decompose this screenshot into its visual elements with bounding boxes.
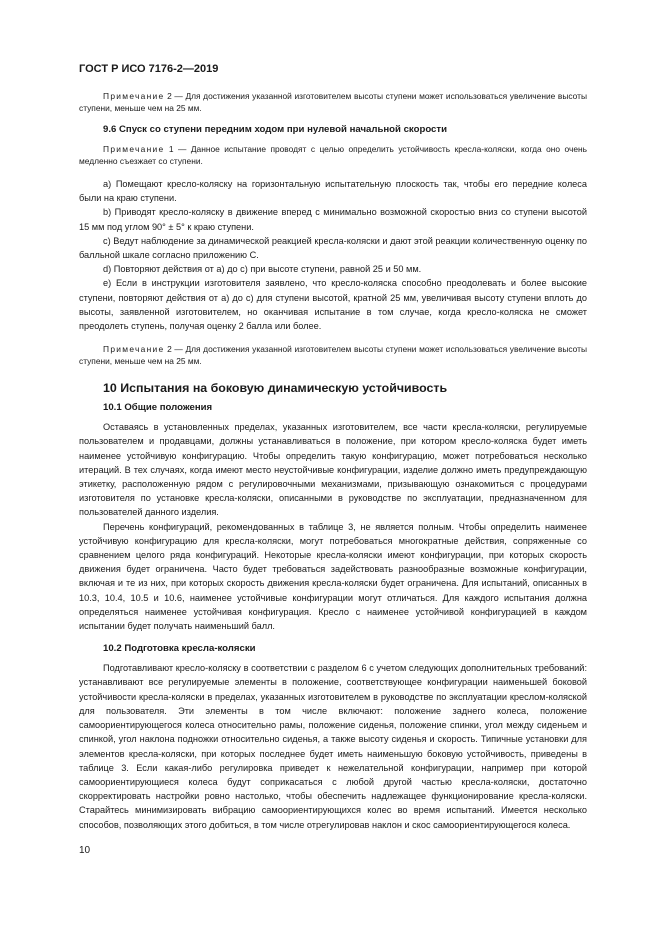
list-item-e: e) Если в инструкции изготовителя заявлено, что кресло-коляска способно преодолевать и более высокие ступени, повторяют действия от a) до c) для ступени высотой, кратной 25 мм, увеличивая высоту ступени вплоть до высоты, заявленной изготовителем, но оканчивая испытание в том случае, когда кресло-коляска не сможет преодолеть ступень, получая оценку 2 балла или более. [79,278,587,332]
list-item-c: c) Ведут наблюдение за динамической реакцией кресла-коляски и дают этой реакции количественную оценку по балльной шкале согласно приложению С. [79,235,587,261]
document-header: ГОСТ Р ИСО 7176-2—2019 [79,63,219,75]
note-label: Примечание [103,344,165,355]
page-number: 10 [79,845,91,856]
note-label: Примечание [103,91,165,101]
section-9-6-title: 9.6 Спуск со ступени передним ходом при нулевой начальной скорости [103,124,447,135]
paragraph: Оставаясь в установленных пределах, указанных изготовителем, все части кресла-коляски, регулируемые пользователем и продавцами, должны устанавливаться в положение, при котором кресло-коляска будет иметь наименее устойчивую конфигурацию. Чтобы определить такую конфигурацию, может потребоваться несколько итераций. В тех случаях, когда имеют место неустойчивые конфигурации, изделие должно иметь предупреждающую этикетку, расположенную рядом с регулировочными механизмами, призывающую ознакомиться с процедурами изготовителя по установке кресла-коляски, описанными в руководстве по эксплуатации, предназначенном для пользователей данного изделия. [79,422,587,518]
note-top [79,90,587,114]
list-item-d: d) Повторяют действия от a) до c) при высоте ступени, равной 25 и 50 мм. [103,264,422,275]
section-10-title: 10 Испытания на боковую динамическую устойчивость [103,381,448,396]
note-9-6-1 [79,143,587,167]
note-label: Примечание [103,144,165,154]
note-text: 2 — Для достижения указанной изготовителем высоты ступени может использоваться увеличение высоты ступени, меньше чем на 25 мм. [79,91,587,113]
note-9-6-2 [79,343,587,367]
note-text: 2 — Для достижения указанной изготовителем высоты ступени может использоваться увеличение высоты ступени, меньше чем на 25 мм. [79,344,587,367]
paragraph: Перечень конфигураций, рекомендованных в таблице 3, не является полным. Чтобы определить наименее устойчивую конфигурацию для кресла-коляски, могут потребоваться многократные действия, сопряженные со сравнением целого ряда конфигураций. Некоторые кресла-коляски имеют конфигурации, при которых скорость движения будет ограничена. Часто будет требоваться задействовать разнообразные возможные конфигурации, включая и те из них, при которых скорость движения кресла-коляски будет ограничена. Для испытаний, описанных в 10.3, 10.4, 10.5 и 10.6, наименее устойчивые конфигурации могут отличаться. Для каждого испытания должна определяться наименее устойчивая конфигурация. Кресло с наименее устойчивой конфигурацией в каждом испытании будет получать наименьший балл. [79,521,587,632]
list-item-a: a) Помещают кресло-коляску на горизонтальную испытательную плоскость так, чтобы его передние колеса были на краю ступени. [79,179,587,204]
section-10-1-title: 10.1 Общие положения [103,402,213,414]
page-content [79,90,587,832]
section-10-2-title: 10.2 Подготовка кресла-коляски [103,643,256,655]
note-text: 1 — Данное испытание проводят с целью определить устойчивость кресла-коляски, когда оно очень медленно съезжает со ступени. [79,144,587,166]
paragraph: Подготавливают кресло-коляску в соответствии с разделом 6 с учетом следующих дополнительных требований: устанавливают все регулируемые элементы в положение, соответствующее конфигурации наименьшей боковой устойчивости кресла-коляски в пределах, указанных изготовителем в руководстве по эксплуатации креслом-коляской для пользователя. Эти элементы в том числе включают: положение заднего колеса, положение самоориентирующегося колеса относительно рамы, положение сиденья, положение спинки, угол между сиденьем и спинкой, угол наклона подножки относительно сиденья, а также высоту сиденья и скорость. Типичные установки для элементов кресла-коляски, при которых последнее будет иметь наименьшую боковую устойчивость, приведены в таблице 3. Если какая-либо регулировка приведет к нежелательной конфигурации, например при которой самоориентирующиеся колеса будут соприкасаться с любой другой частью кресла-коляски, достаточно скорректировать настройки ровно настолько, чтобы обеспечить надлежащее функционирование кресла-коляски. Старайтесь минимизировать вибрацию самоориентирующихся колес во время испытаний. Имеется несколько способов, позволяющих этого добиться, в том числе отрегулировав наклон и скос самоориентирующегося колеса. [79,663,587,830]
list-item-b: b) Приводят кресло-коляску в движение вперед с минимально возможной скоростью вниз со ступени высотой 15 мм под углом 90° ± 5° к краю ступени. [79,207,587,232]
